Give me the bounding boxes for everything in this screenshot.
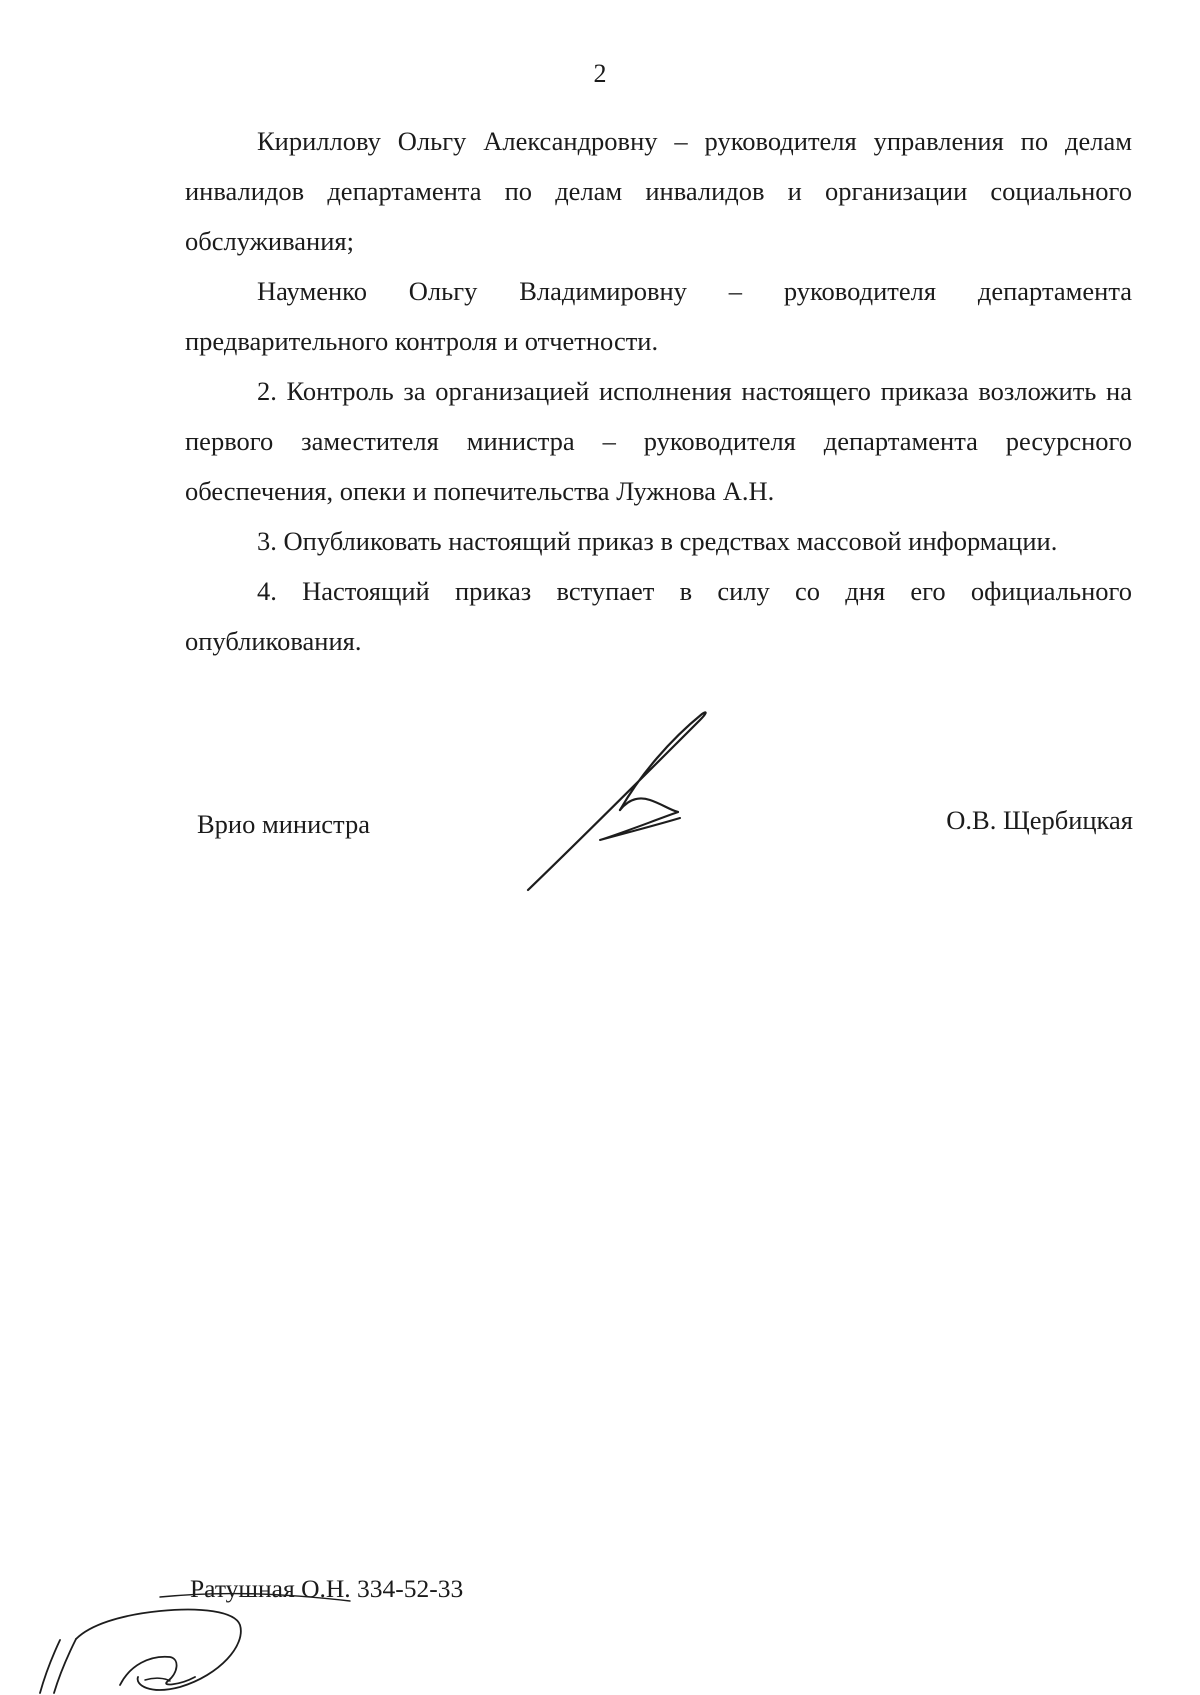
paragraph-naumenko: Науменко Ольгу Владимировну – руководителя департамента предварительного контроля и отчетности. [185,276,1132,356]
paragraph-effective: 4. Настоящий приказ вступает в силу со дня его официального опубликования. [185,576,1132,656]
handwritten-signature [520,700,760,900]
signatory-name: О.В. Щербицкая [946,805,1133,835]
paragraph-publish: 3. Опубликовать настоящий приказ в средствах массовой информации. [257,526,1058,556]
page-number: 2 [593,59,607,88]
signatory-position: Врио министра [197,809,370,839]
document-body [185,116,1132,666]
contact-line: Ратушная О.Н. 334-52-33 [190,1574,464,1603]
paragraph-control: 2. Контроль за организацией исполнения настоящего приказа возложить на первого заместителя министра – руководителя департамента ресурсного обеспечения, опеки и попечительства Лужнова А.Н. [185,376,1132,506]
handwritten-initials [20,1585,380,1695]
paragraph-kirillova: Кириллову Ольгу Александровну – руководителя управления по делам инвалидов департамента по делам инвалидов и организации социального обслуживания; [185,126,1132,256]
